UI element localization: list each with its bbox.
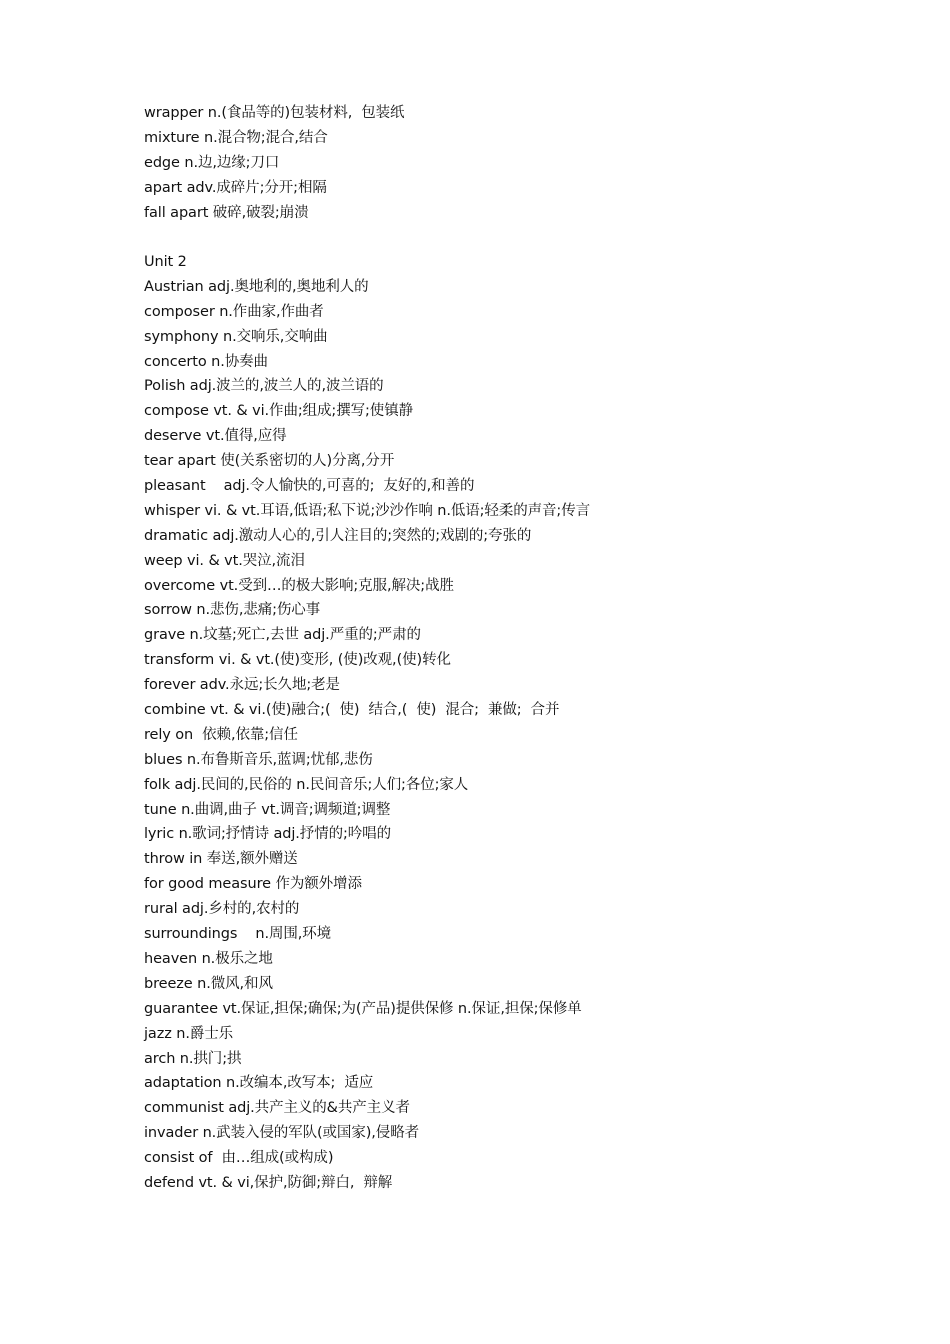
- vocab-entry: adaptation n.改编本,改写本; 适应: [144, 1075, 374, 1092]
- vocab-entry: mixture n.混合物;混合,结合: [144, 129, 328, 146]
- vocab-entry: compose vt. & vi.作曲;组成;撰写;使镇静: [144, 403, 414, 420]
- vocab-entry: rural adj.乡村的,农村的: [144, 901, 300, 918]
- vocab-entry: breeze n.微风,和风: [144, 975, 273, 992]
- vocab-entry: overcome vt.受到…的极大影响;克服,解决;战胜: [144, 577, 454, 594]
- vocab-entry: surroundings n.周围,环境: [144, 926, 332, 943]
- vocab-entry: sorrow n.悲伤,悲痛;伤心事: [144, 602, 321, 619]
- vocab-entry: arch n.拱门;拱: [144, 1050, 242, 1067]
- vocab-entry: defend vt. & vi,保护,防御;辩白, 辩解: [144, 1174, 393, 1191]
- vocab-entry: invader n.武装入侵的军队(或国家),侵略者: [144, 1125, 420, 1142]
- vocab-entry: blues n.布鲁斯音乐,蓝调;忧郁,悲伤: [144, 751, 373, 768]
- vocab-entry: communist adj.共产主义的&共产主义者: [144, 1100, 410, 1117]
- vocab-entry: Polish adj.波兰的,波兰人的,波兰语的: [144, 378, 384, 395]
- vocab-entry: concerto n.协奏曲: [144, 353, 268, 370]
- vocab-entry: consist of 由…组成(或构成): [144, 1150, 334, 1167]
- vocab-entry: combine vt. & vi.(使)融合;( 使) 结合,( 使) 混合; 兼做; 合并: [144, 702, 560, 719]
- unit-heading: Unit 2: [144, 254, 187, 270]
- vocab-entry: guarantee vt.保证,担保;确保;为(产品)提供保修 n.保证,担保;保修单: [144, 1000, 582, 1017]
- vocab-entry: symphony n.交响乐,交响曲: [144, 328, 328, 345]
- vocab-entry: rely on 依赖,依靠;信任: [144, 726, 298, 743]
- vocab-entry: deserve vt.值得,应得: [144, 428, 287, 445]
- vocab-entry: folk adj.民间的,民俗的 n.民间音乐;人们;各位;家人: [144, 776, 469, 793]
- vocab-entry: for good measure 作为额外增添: [144, 876, 362, 893]
- vocabulary-list-continued: [144, 101, 904, 225]
- vocab-entry: heaven n.极乐之地: [144, 950, 273, 967]
- vocab-entry: edge n.边,边缘;刀口: [144, 154, 280, 171]
- vocab-entry: lyric n.歌词;抒情诗 adj.抒情的;吟唱的: [144, 826, 391, 843]
- vocab-entry: throw in 奉送,额外赠送: [144, 851, 298, 868]
- vocab-entry: weep vi. & vt.哭泣,流泪: [144, 552, 305, 569]
- vocab-entry: dramatic adj.激动人心的,引人注目的;突然的;戏剧的;夸张的: [144, 527, 532, 544]
- vocab-entry: grave n.坟墓;死亡,去世 adj.严重的;严肃的: [144, 627, 421, 644]
- vocab-entry: Austrian adj.奥地利的,奥地利人的: [144, 278, 369, 295]
- vocab-entry: jazz n.爵士乐: [144, 1025, 234, 1042]
- vocab-entry: tear apart 使(关系密切的人)分离,分开: [144, 453, 395, 470]
- vocab-entry: transform vi. & vt.(使)变形, (使)改观,(使)转化: [144, 652, 451, 669]
- vocab-entry: tune n.曲调,曲子 vt.调音;调频道;调整: [144, 801, 391, 818]
- vocab-entry: wrapper n.(食品等的)包装材料, 包装纸: [144, 105, 405, 121]
- vocab-entry: whisper vi. & vt.耳语,低语;私下说;沙沙作响 n.低语;轻柔的声音;传言: [144, 502, 591, 519]
- vocab-entry: fall apart 破碎,破裂;崩溃: [144, 204, 309, 221]
- vocab-entry: composer n.作曲家,作曲者: [144, 303, 324, 320]
- vocab-entry: pleasant adj.令人愉快的,可喜的; 友好的,和善的: [144, 478, 475, 495]
- vocab-entry: apart adv.成碎片;分开;相隔: [144, 179, 327, 196]
- unit-2-vocabulary: [144, 250, 904, 1196]
- vocab-entry: forever adv.永远;长久地;老是: [144, 677, 340, 694]
